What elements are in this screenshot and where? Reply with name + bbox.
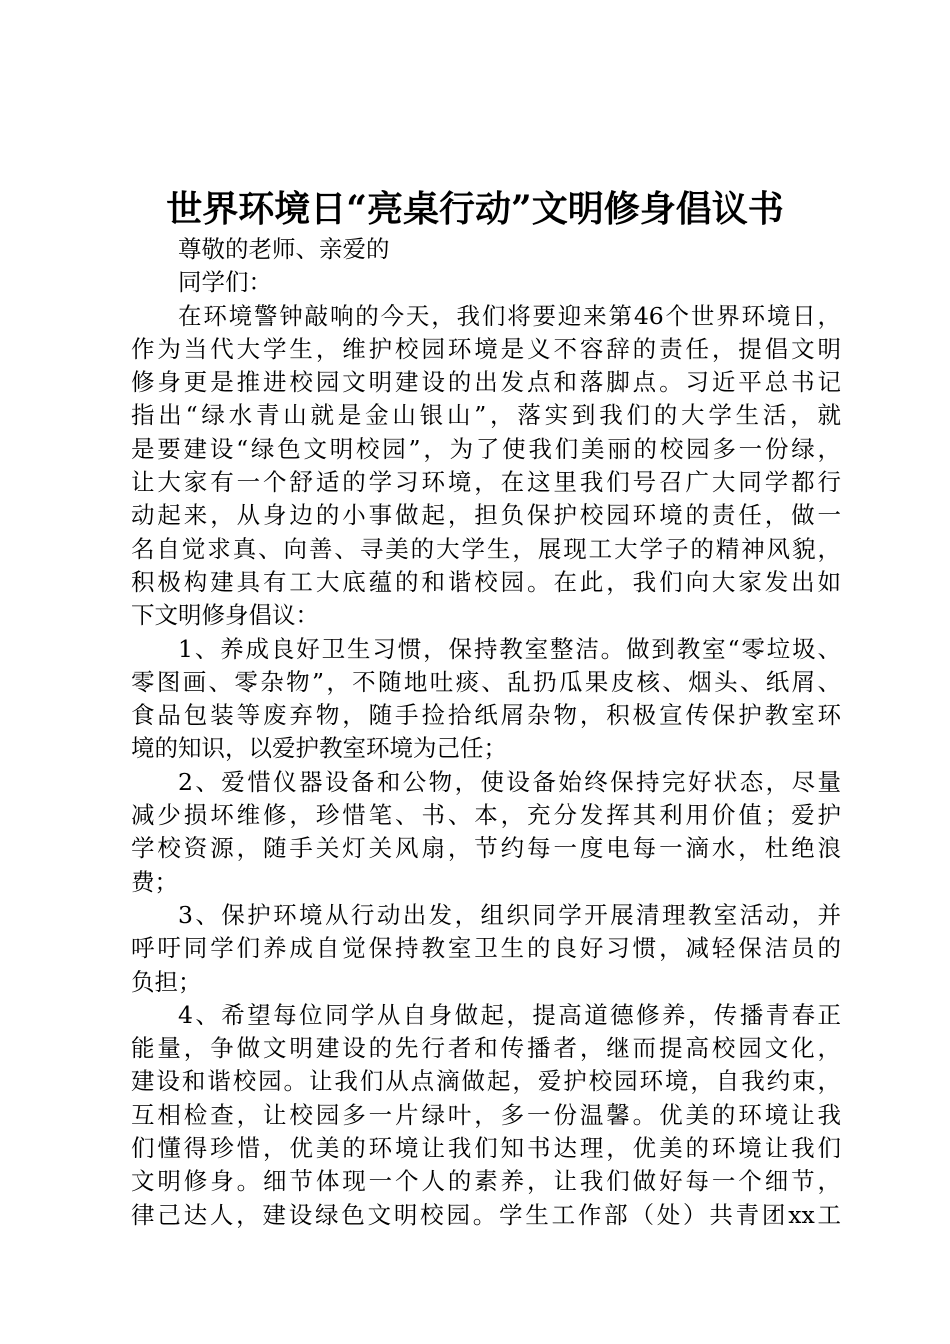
document-body [131,233,841,1232]
paragraph-line: 修身更是推进校园文明建设的出发点和落脚点。习近平总书记 [131,368,841,397]
paragraph-line: 名自觉求真、向善、寻美的大学生，展现工大学子的精神风貌， [131,534,841,563]
paragraph-line: 动起来，从身边的小事做起，担负保护校园环境的责任，做一 [131,501,841,530]
paragraph-line: 境的知识，以爱护教室环境为己任； [131,734,507,763]
paragraph-line: 下文明修身倡议： [131,601,319,630]
paragraph-line: 在环境警钟敲响的今天，我们将要迎来第46个世界环境日， [178,301,841,330]
paragraph-line: 是要建设“绿色文明校园”，为了使我们美丽的校园多一份绿， [131,434,841,463]
paragraph-line: 建设和谐校园。让我们从点滴做起，爱护校园环境，自我约束， [131,1067,841,1096]
paragraph-line: 零图画、零杂物”，不随地吐痰、乱扔瓜果皮核、烟头、纸屑、 [131,667,841,696]
paragraph-line: 积极构建具有工大底蕴的和谐校园。在此，我们向大家发出如 [131,567,841,596]
paragraph-line: 互相检查，让校园多一片绿叶，多一份温馨。优美的环境让我 [131,1100,841,1129]
paragraph-line: 减少损坏维修，珍惜笔、书、本，充分发挥其利用价值；爱护 [131,801,841,830]
paragraph-line: 指出“绿水青山就是金山银山”，落实到我们的大学生活，就 [131,401,841,430]
salutation-line: 尊敬的老师、亲爱的 [178,235,390,263]
paragraph-line: 4、希望每位同学从自身做起，提高道德修养，传播青春正 [178,1000,841,1029]
paragraph-line: 作为当代大学生，维护校园环境是义不容辞的责任，提倡文明 [131,334,841,363]
paragraph-line: 2、爱惜仪器设备和公物，使设备始终保持完好状态，尽量 [178,767,841,796]
document-title: 世界环境日“亮桌行动”文明修身倡议书 [166,188,784,230]
paragraph-line: 负担； [131,967,202,996]
salutation-line: 同学们： [178,268,272,297]
paragraph-line: 们懂得珍惜，优美的环境让我们知书达理，优美的环境让我们 [131,1134,841,1163]
paragraph-line: 学校资源，随手关灯关风扇，节约每一度电每一滴水，杜绝浪 [131,834,841,863]
paragraph-line: 律己达人，建设绿色文明校园。学生工作部（处）共青团xx工 [131,1200,841,1229]
paragraph-line: 呼吁同学们养成自觉保持教室卫生的良好习惯，减轻保洁员的 [131,934,841,963]
paragraph-line: 食品包装等废弃物，随手捡拾纸屑杂物，积极宣传保护教室环 [131,701,841,730]
paragraph-line: 3、保护环境从行动出发，组织同学开展清理教室活动，并 [178,900,841,929]
paragraph-line: 1、养成良好卫生习惯，保持教室整洁。做到教室“零垃圾、 [178,634,841,663]
paragraph-line: 能量，争做文明建设的先行者和传播者，继而提高校园文化， [131,1034,841,1063]
paragraph-line: 文明修身。细节体现一个人的素养，让我们做好每一个细节， [131,1167,841,1196]
paragraph-line: 让大家有一个舒适的学习环境，在这里我们号召广大同学都行 [131,468,841,497]
paragraph-line: 费； [131,867,178,896]
